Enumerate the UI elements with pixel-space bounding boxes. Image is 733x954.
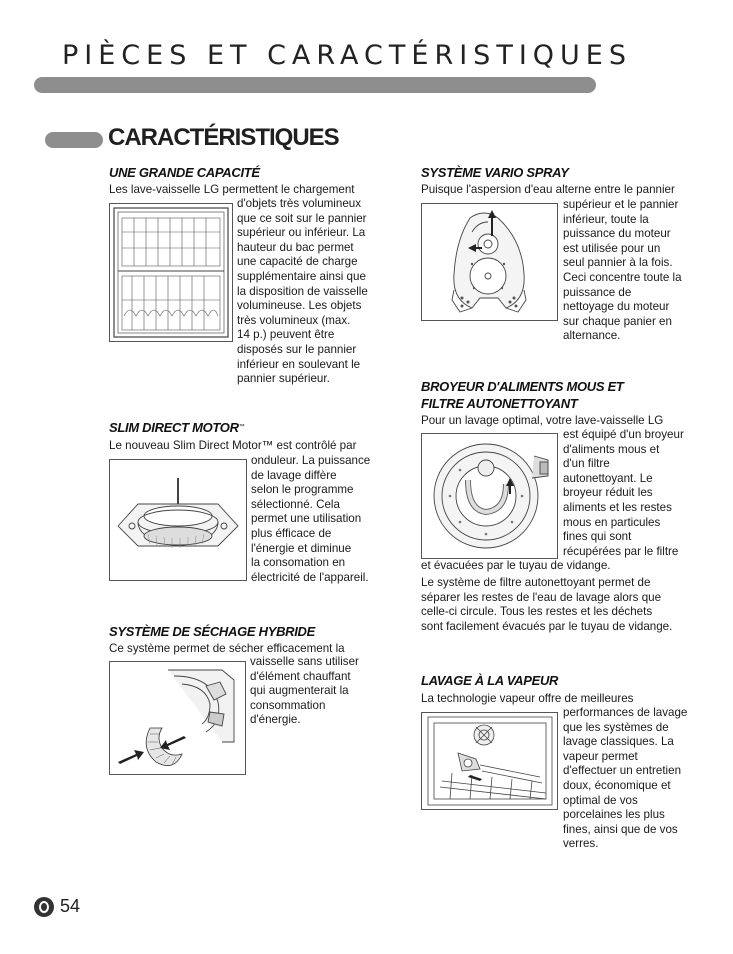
drying-system-figure xyxy=(109,661,246,775)
text-line: supérieur et le pannier xyxy=(563,198,679,211)
text-line: supérieur ou inférieur. La xyxy=(237,226,366,240)
text-line: récupérées par le filtre xyxy=(563,544,679,558)
text-line: verres. xyxy=(563,837,599,851)
text-line: l'énergie et diminue xyxy=(251,541,352,555)
text-line: supplémentaire ainsi que xyxy=(237,269,366,283)
heading-vapeur: LAVAGE À LA VAPEUR xyxy=(421,673,559,688)
text-sechage-hybride-intro: Ce système permet de sécher efficacement la xyxy=(109,642,345,655)
text-sechage-hybride-body xyxy=(250,655,390,728)
page-number: 54 xyxy=(60,896,81,916)
text-line: selon le programme xyxy=(251,483,354,497)
page-title: PIÈCES ET CARACTÉRISTIQUES xyxy=(62,40,632,71)
text-line: sélectionné. Cela xyxy=(251,497,340,511)
text-line: onduleur. La puissance xyxy=(251,454,371,467)
text-line: optimal de vos xyxy=(563,793,638,807)
text-line: volumineuse. Les objets xyxy=(237,299,362,313)
text-line: d'effectuer un entretien xyxy=(563,764,682,778)
text-slim-direct-motor-intro: Le nouveau Slim Direct Motor™ est contrôlé par xyxy=(109,439,357,452)
heading-line: BROYEUR D'ALIMENTS MOUS ET xyxy=(421,379,624,394)
text-vapeur-body xyxy=(563,706,703,852)
text-line: autonettoyant. Le xyxy=(563,471,653,485)
text-line: aliments et les restes xyxy=(563,500,672,514)
vario-spray-figure xyxy=(421,203,558,321)
text-broyeur-body xyxy=(563,428,703,559)
steam-wash-figure xyxy=(421,712,558,810)
text-line: puissance de xyxy=(563,285,632,299)
heading-broyeur xyxy=(421,378,624,412)
text-line: doux, économique et xyxy=(563,778,671,792)
lg-logo-icon xyxy=(34,897,54,917)
text-line: fines qui sont xyxy=(563,530,632,544)
text-line: mous en particules xyxy=(563,515,661,529)
food-disposer-filter-figure xyxy=(421,433,558,559)
text-line: seul pannier à la fois. xyxy=(563,256,673,270)
dishwasher-racks-figure xyxy=(109,203,233,342)
heading-text: SLIM DIRECT MOTOR xyxy=(109,420,239,435)
text-line: Le système de filtre autonettoyant permet de xyxy=(421,576,651,589)
text-grande-capacite-intro: Les lave-vaisselle LG permettent le chargement xyxy=(109,183,355,196)
text-line: d'un filtre xyxy=(563,457,610,471)
text-line: fines, ainsi que de vos xyxy=(563,822,678,836)
text-line: séparer les restes de l'eau de lavage alors que xyxy=(421,590,662,604)
section-title: CARACTÉRISTIQUES xyxy=(108,124,339,151)
text-line: d'aliments mous et xyxy=(563,442,660,456)
text-broyeur-para2 xyxy=(421,576,711,634)
text-line: électricité de l'appareil. xyxy=(251,570,369,584)
text-line: qui augmenterait la xyxy=(250,684,349,698)
text-line: pannier supérieur. xyxy=(237,372,330,386)
text-line: puissance du moteur xyxy=(563,227,671,241)
text-line: celle-ci circule. Tous les restes et les déchets xyxy=(421,605,653,619)
text-line: sur chaque panier en xyxy=(563,314,672,328)
text-line: d'objets très volumineux xyxy=(237,197,362,210)
text-line: performances de lavage xyxy=(563,706,688,719)
text-vapeur-intro: La technologie vapeur offre de meilleures xyxy=(421,692,634,705)
text-line: permet une utilisation xyxy=(251,512,362,526)
trademark-mark: ™ xyxy=(238,424,245,430)
text-line: de lavage diffère xyxy=(251,468,337,482)
title-bar xyxy=(34,77,596,93)
motor-figure xyxy=(109,459,247,581)
text-line: alternance. xyxy=(563,329,621,343)
text-line: vaisselle sans utiliser xyxy=(250,655,359,668)
section-pill xyxy=(45,132,103,148)
text-line: sont facilement évacués par le tuyau de vidange. xyxy=(421,619,673,633)
text-line: très volumineux (max. xyxy=(237,313,351,327)
text-broyeur-after: et évacuées par le tuyau de vidange. xyxy=(421,559,611,572)
text-broyeur-intro: Pour un lavage optimal, votre lave-vaisselle LG xyxy=(421,414,664,427)
heading-line: FILTRE AUTONETTOYANT xyxy=(421,396,578,411)
text-line: hauteur du bac permet xyxy=(237,240,354,254)
text-line: lavage classiques. La xyxy=(563,735,674,749)
text-line: consommation xyxy=(250,698,326,712)
text-slim-direct-motor-body xyxy=(251,454,391,585)
heading-sechage-hybride: SYSTÈME DE SÉCHAGE HYBRIDE xyxy=(109,624,316,639)
text-vario-spray-intro: Puisque l'aspersion d'eau alterne entre le pannier xyxy=(421,183,675,196)
heading-slim-direct-motor xyxy=(109,419,244,436)
text-grande-capacite-body xyxy=(237,197,377,387)
text-line: la disposition de vaisselle xyxy=(237,284,368,298)
text-line: plus éfficace de xyxy=(251,526,332,540)
heading-grande-capacite: UNE GRANDE CAPACITÉ xyxy=(109,165,260,180)
text-line: d'énergie. xyxy=(250,713,301,727)
heading-vario-spray: SYSTÈME VARIO SPRAY xyxy=(421,165,569,180)
text-line: nettoyage du moteur xyxy=(563,300,670,314)
text-line: est utilisée pour un xyxy=(563,241,661,255)
text-line: est équipé d'un broyeur xyxy=(563,428,684,441)
text-line: porcelaines les plus xyxy=(563,808,665,822)
text-line: inférieur, toute la xyxy=(563,212,649,226)
text-line: que les systèmes de xyxy=(563,720,669,734)
text-vario-spray-body xyxy=(563,198,703,344)
text-line: disposés sur le pannier xyxy=(237,342,357,356)
text-line: vapeur permet xyxy=(563,749,638,763)
text-line: inférieur en soulevant le xyxy=(237,357,361,371)
text-line: la consomation en xyxy=(251,556,346,570)
text-line: une capacité de charge xyxy=(237,255,358,269)
text-line: 14 p.) peuvent être xyxy=(237,328,335,342)
text-line: Ceci concentre toute la xyxy=(563,270,682,284)
text-line: d'élément chauffant xyxy=(250,669,351,683)
text-line: broyeur réduit les xyxy=(563,486,653,500)
text-line: que ce soit sur le pannier xyxy=(237,211,367,225)
